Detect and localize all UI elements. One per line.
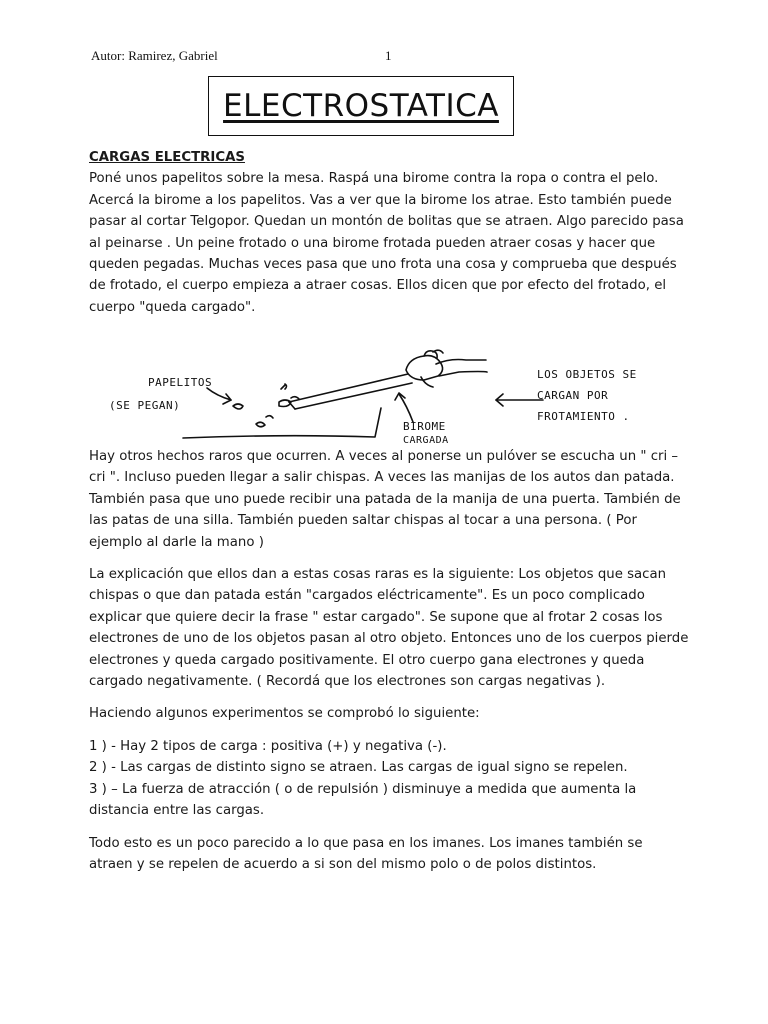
list-item: 1 ) - Hay 2 tipos de carga : positiva (+) y negativa (-).: [89, 738, 447, 754]
list-item: 2 ) - Las cargas de distinto signo se atraen. Las cargas de igual signo se repelen.: [89, 760, 628, 776]
label-frotamiento: FROTAMIENTO .: [537, 410, 630, 423]
paragraph-experimentos: Haciendo algunos experimentos se comprobó lo siguiente:: [89, 706, 480, 722]
paragraph-explicacion: La explicación que ellos dan a estas cosas raras es la siguiente: Los objetos que sacan chispas o que dan patada están "cargados eléctricamente". Es un poco complicado explicar que quiere decir la frase " estar cargado". Se supone que al frotar 2 cosas los electrones de uno de los objetos pasan al otro objeto. Entonces uno de los cuerpos pierde electrones y queda cargado positivamente. El otro cuerpo gana electrones y queda cargado negativamente. ( Recordá que los electrones son cargas negativas ).: [89, 567, 689, 690]
label-se-pegan: (SE PEGAN): [109, 399, 181, 412]
paragraph-imanes: Todo esto es un poco parecido a lo que pasa en los imanes. Los imanes también se atraen y se repelen de acuerdo a si son del mismo polo o de polos distintos.: [89, 835, 643, 872]
author-line: Autor: Ramirez, Gabriel: [91, 48, 218, 63]
intro-paragraph: Poné unos papelitos sobre la mesa. Raspá una birome contra la ropa o contra el pelo. Acercá la birome a los papelitos. Vas a ver que la birome los atrae. Esto también puede pasar al cortar Telgopor. Quedan un montón de bolitas que se atraen. Algo parecido pasa al peinarse . Un peine frotado o una birome frotada pueden atraer cosas y hacer que queden pegadas. Muchas veces pasa que uno frota una cosa y comprueba que después de frotado, el cuerpo empieza a atraer cosas. Ellos dicen que por efecto del frotado, el cuerpo "queda cargado".: [89, 171, 684, 315]
label-cargada: CARGADA: [403, 435, 449, 446]
hand-drawn-figure: [103, 342, 683, 460]
label-cargan: CARGAN POR: [537, 389, 609, 402]
intro-section: [89, 147, 689, 318]
section-heading: CARGAS ELECTRICAS: [89, 150, 245, 165]
label-birome: BIROME: [403, 420, 446, 433]
page-header: [91, 48, 691, 66]
body-section: [89, 446, 689, 886]
title-box: [208, 76, 514, 136]
label-objetos: LOS OBJETOS SE: [537, 368, 637, 381]
page-number: 1: [385, 48, 392, 63]
page-title: ELECTROSTATICA: [223, 88, 499, 124]
findings-list: [89, 736, 689, 822]
paragraph-hechos: Hay otros hechos raros que ocurren. A veces al ponerse un pulóver se escucha un " cri – cri ". Incluso pueden llegar a salir chispas. A veces las manijas de los autos dan patada. También pasa que uno puede recibir una patada de la manija de una puerta. También de las patas de una silla. También pueden saltar chispas al tocar a una persona. ( Por ejemplo al darle la mano ): [89, 449, 681, 550]
list-item: 3 ) – La fuerza de atracción ( o de repulsión ) disminuye a medida que aumenta la distancia entre las cargas.: [89, 781, 637, 819]
label-papelitos: PAPELITOS: [148, 376, 213, 389]
